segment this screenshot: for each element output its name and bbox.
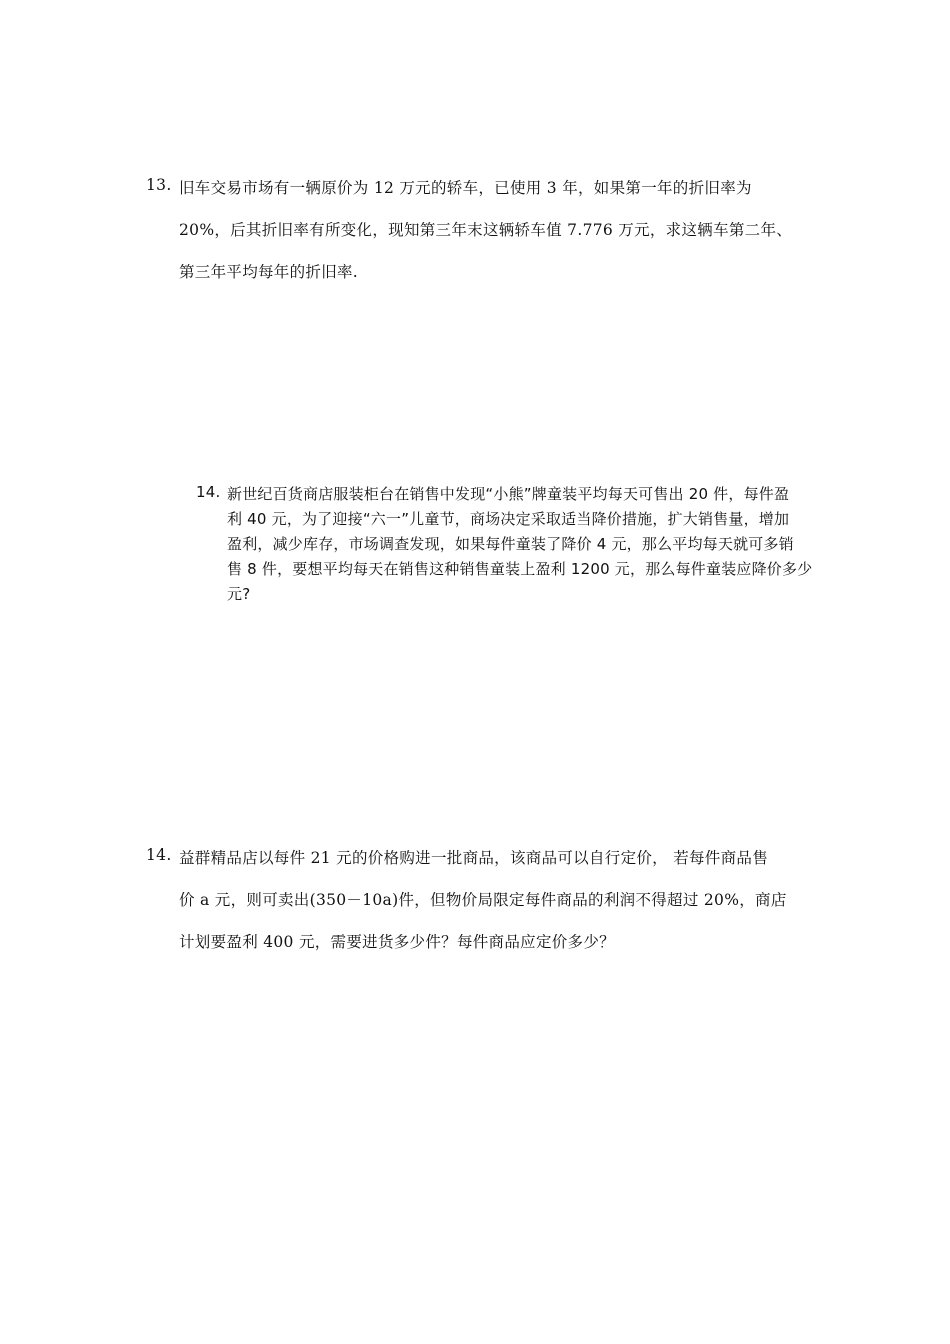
problem-text-line: 利 40 元，为了迎接“六一”儿童节，商场决定采取适当降价措施，扩大销售量，增加 bbox=[227, 510, 790, 528]
problem-text-line: 盈利，减少库存，市场调查发现，如果每件童装了降价 4 元，那么平均每天就可多销 bbox=[227, 535, 794, 553]
problem-text-line: 价 a 元，则可卖出(350－10a)件，但物价局限定每件商品的利润不得超过 20%，商店 bbox=[179, 891, 787, 909]
problem-text-line: 第三年平均每年的折旧率. bbox=[179, 263, 359, 281]
problem-14-children-clothing bbox=[196, 483, 866, 613]
problem-number: 13. bbox=[146, 176, 172, 194]
problem-text-line: 售 8 件，要想平均每天在销售这种销售童装上盈利 1200 元，那么每件童装应降价多少 bbox=[227, 560, 813, 578]
problem-14-boutique bbox=[146, 846, 826, 966]
problem-text-line: 20%，后其折旧率有所变化，现知第三年末这辆轿车值 7.776 万元，求这辆车第二年、 bbox=[179, 221, 793, 239]
problem-text-line: 新世纪百货商店服装柜台在销售中发现“小熊”牌童装平均每天可售出 20 件，每件盈 bbox=[227, 485, 790, 503]
problem-text-line: 计划要盈利 400 元，需要进货多少件？每件商品应定价多少？ bbox=[179, 933, 615, 951]
problem-number: 14. bbox=[146, 846, 172, 864]
problem-13 bbox=[146, 176, 826, 296]
problem-text-line: 旧车交易市场有一辆原价为 12 万元的轿车，已使用 3 年，如果第一年的折旧率为 bbox=[179, 179, 752, 197]
problem-text-line: 元? bbox=[227, 585, 251, 603]
problem-text-line: 益群精品店以每件 21 元的价格购进一批商品，该商品可以自行定价， 若每件商品售 bbox=[179, 849, 769, 867]
problem-number: 14. bbox=[196, 483, 221, 501]
